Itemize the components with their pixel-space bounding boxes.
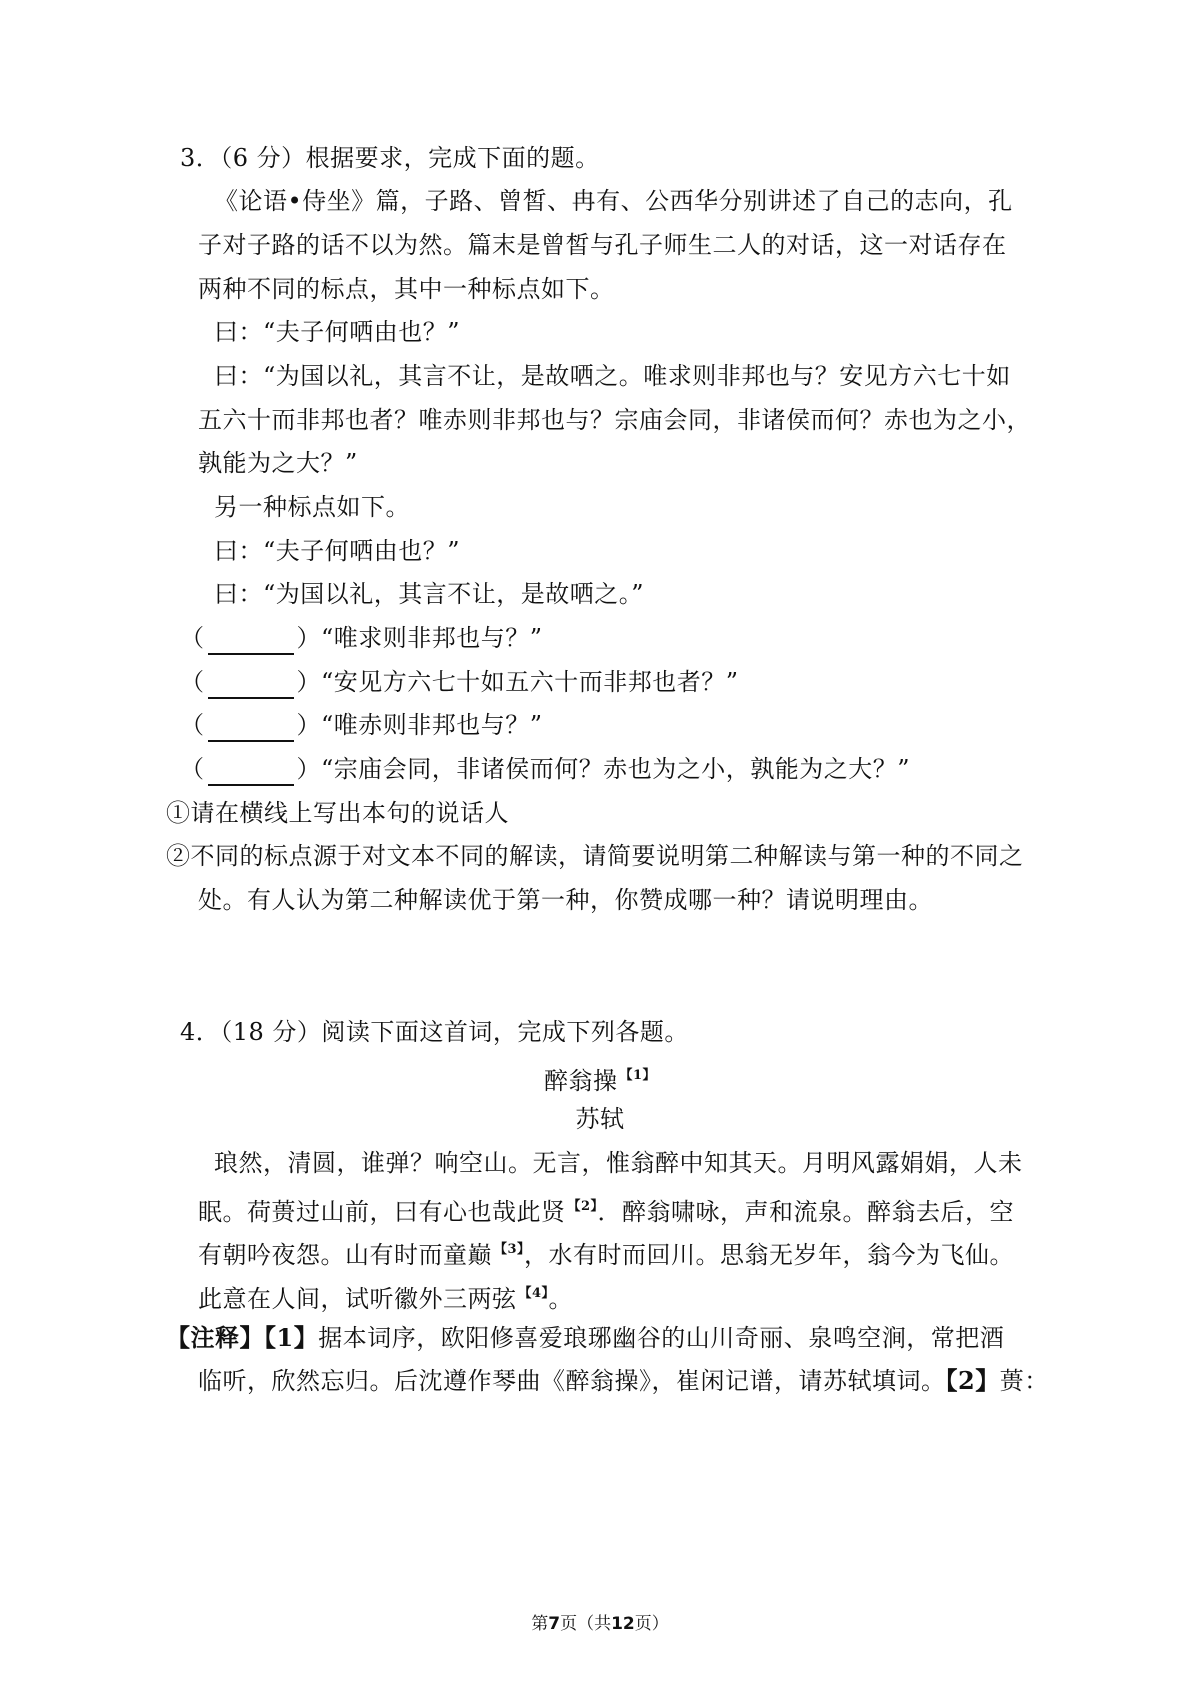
speaker-blank[interactable] <box>208 627 294 655</box>
q3-v1-line: 孰能为之大？” <box>198 449 358 477</box>
q3-header: 3．（6 分）根据要求，完成下面的题。 <box>180 144 600 172</box>
q3-v1-line: 曰：“为国以礼，其言不让，是故哂之。唯求则非邦也与？安见方六七十如 <box>214 362 1011 390</box>
poem-line: 琅然，清圆，谁弹？响空山。无言，惟翁醉中知其天。月明风露娟娟，人未 <box>214 1149 1023 1177</box>
notes-label: 【注释】 <box>166 1323 264 1352</box>
q3-v1-line: 曰：“夫子何哂由也？” <box>214 318 461 346</box>
footer-text: 页（共 <box>560 1614 612 1634</box>
q3-v2-line: 曰：“夫子何哂由也？” <box>214 537 461 565</box>
note-marker: 【4】 <box>518 1286 549 1301</box>
poem-author: 苏轼 <box>575 1105 625 1133</box>
q3-blank-row: （ ）“安见方六七十如五六十而非邦也者？” <box>180 665 739 699</box>
q3-blank-text: “唯求则非邦也与？” <box>321 624 543 652</box>
q3-transition: 另一种标点如下。 <box>214 493 410 521</box>
poem-title-text: 醉翁操 <box>543 1067 618 1095</box>
note-text: 临听，欣然忘归。后沈遵作琴曲《醉翁操》，崔闲记谱，请苏轼填词。 <box>198 1367 946 1395</box>
poem-line <box>198 1233 1014 1272</box>
q3-intro-line: 子对子路的话不以为然。篇末是曾皙与孔子师生二人的对话，这一对话存在 <box>198 231 1007 259</box>
poem-text: 眠。荷蒉过山前，曰有心也哉此贤 <box>198 1198 566 1226</box>
note-marker: 【1】 <box>619 1068 657 1083</box>
poem-text: 有朝吟夜怨。山有时而童巅 <box>198 1241 492 1269</box>
poem-text: 此意在人间，试听徽外三两弦 <box>198 1285 517 1313</box>
poem-line <box>198 1190 1014 1229</box>
q3-blank-text: “唯赤则非邦也与？” <box>321 711 543 739</box>
q3-v2-line: 曰：“为国以礼，其言不让，是故哂之。” <box>214 580 645 608</box>
footer-text: 页） <box>634 1614 669 1634</box>
notes-line <box>166 1321 1004 1355</box>
q3-blank-row: （ ）“唯求则非邦也与？” <box>180 621 543 655</box>
q3-v1-line: 五六十而非邦也者？唯赤则非邦也与？宗庙会同，非诸侯而何？赤也为之小， <box>198 406 1031 434</box>
poem-text: 。 <box>548 1285 574 1313</box>
speaker-blank[interactable] <box>208 758 294 786</box>
notes-line <box>198 1364 1049 1398</box>
q3-blank-row: （ ）“宗庙会同，非诸侯而何？赤也为之小，孰能为之大？” <box>180 752 910 786</box>
q3-blank-text: “安见方六七十如五六十而非邦也者？” <box>321 668 739 696</box>
poem-title <box>0 1059 1200 1098</box>
q3-intro-line: 《论语•侍坐》篇，子路、曾皙、冉有、公西华分别讲述了自己的志向，孔 <box>214 187 1013 215</box>
q3-blank-row: （ ）“唯赤则非邦也与？” <box>180 708 543 742</box>
page-total: 12 <box>611 1614 635 1634</box>
q3-blank-text: “宗庙会同，非诸侯而何？赤也为之小，孰能为之大？” <box>321 755 911 783</box>
note-text: 据本词序，欧阳修喜爱琅琊幽谷的山川奇丽、泉鸣空涧，常把酒 <box>318 1324 1005 1352</box>
note-marker: 【3】 <box>494 1242 525 1257</box>
q3-task1: ①请在横线上写出本句的说话人 <box>166 799 509 827</box>
note-text: 蒉： <box>999 1367 1049 1395</box>
page-footer <box>0 1612 1200 1636</box>
note-marker: 【2】 <box>567 1199 598 1214</box>
q3-task2-line: 处。有人认为第二种解读优于第一种，你赞成哪一种？请说明理由。 <box>198 886 933 914</box>
poem-text: ．醉翁啸咏，声和流泉。醉翁去后，空 <box>597 1198 1015 1226</box>
q3-task2-line: ②不同的标点源于对文本不同的解读，请简要说明第二种解读与第一种的不同之 <box>166 842 1024 870</box>
q4-header: 4．（18 分）阅读下面这首词，完成下列各题。 <box>180 1018 689 1046</box>
note-number: 【2】 <box>945 1366 1000 1395</box>
page-number: 7 <box>548 1614 561 1634</box>
q3-intro-line: 两种不同的标点，其中一种标点如下。 <box>198 275 615 303</box>
footer-text: 第 <box>531 1614 549 1634</box>
speaker-blank[interactable] <box>208 671 294 699</box>
note-number: 【1】 <box>264 1323 319 1352</box>
poem-text: ，水有时而回川。思翁无岁年，翁今为飞仙。 <box>524 1241 1015 1269</box>
poem-line <box>198 1277 573 1316</box>
speaker-blank[interactable] <box>208 714 294 742</box>
